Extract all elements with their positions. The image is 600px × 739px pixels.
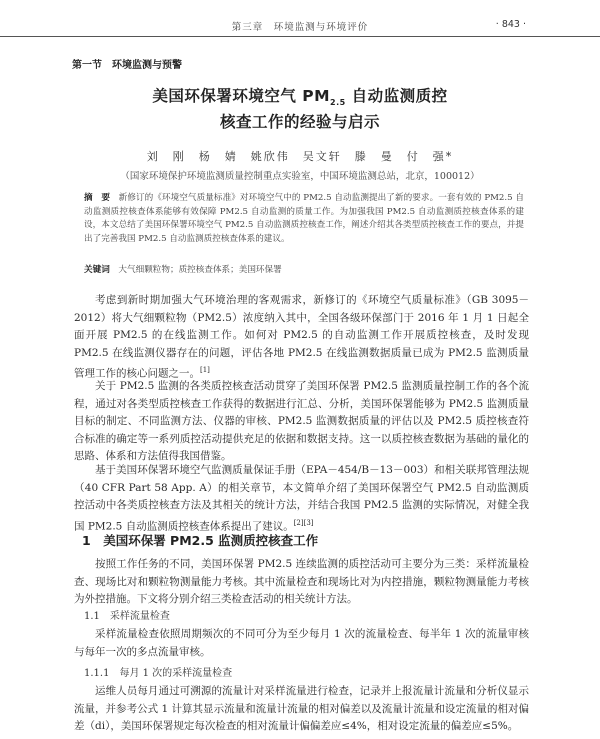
abstract (84, 192, 524, 246)
running-title: 第三章 环境监测与环境评价 (231, 22, 369, 33)
page-number: · 843 · (495, 19, 526, 30)
paragraph-2: 关于 PM2.5 监测的各类质控核查活动贯穿了美国环保署 PM2.5 监测质量控制工作的各个流程，通过对各类型质控核查工作获得的数据进行汇总、分析，美国环保署能够为 PM2.5 监测质量目标的制定、不同监测方法、仪器的审核、PM2.5 监测数据质量的评估以及 PM2.5 质控核查符合标准的确定等一系列质控活动提供充足的依据和数据支持。这一以质控核查数据为基础的量化的思路、体系和方法值得我国借鉴。 (74, 380, 529, 463)
paragraph-intro-text: 考虑到新时期加强大气环境治理的客观需求，新修订的《环境空气质量标准》（GB 3095－2012）将大气细颗粒物（PM2.5）浓度纳入其中，全国各级环保部门于 2016 年 1 月 1 日起全面开展 PM2.5 的在线监测工作。如何对 PM2.5 的自动监测工作开展质控核查，及时发现 PM2.5 在线监测仪器存在的问题，评估各地 PM2.5 在线监测数据质量已成为 PM2.5 监测质量管理工作的核心问题之一。 (74, 294, 529, 380)
article-title-line-1 (0, 84, 600, 107)
paragraph-4: 按照工作任务的不同，美国环保署 PM2.5 连续监测的质控活动可主要分为三类：采样流量检查、现场比对和颗粒物测量能力考核。其中流量检查和现场比对为内控措施，颗粒物测量能力考核为外控措施。下文将分别介绍三类检查活动的相关统计方法。 (74, 558, 529, 606)
keywords (84, 264, 524, 278)
article-title-line-2: 核查工作的经验与启示 (219, 113, 380, 131)
paragraph-intro (74, 292, 529, 383)
section-label: 第一节 环境监测与预警 (72, 60, 182, 71)
authors: 刘 刚 杨 婧 姚欣伟 吴文轩 滕 曼 付 强* (146, 150, 454, 163)
citation-1: [1] (200, 366, 210, 375)
paragraph-3 (74, 462, 529, 536)
paragraph-6: 运维人员每月通过可溯源的流量计对采样流量进行检查，记录并上报流量计流量和分析仪显示流量，并参考公式 1 计算其显示流量和流量计流量的相对偏差以及流量计流量和设定流量的相对偏差（di），美国环保署规定每次检查的相对流量计偏偏差应≤4%，相对设定流量的偏差应≤5%。 (74, 685, 529, 733)
paragraph-5: 采样流量检查依照周期频次的不同可分为至少每月 1 次的流量检查、每半年 1 次的流量审核与每年一次的多点流量审核。 (74, 628, 529, 658)
citation-3: [3] (303, 518, 314, 527)
running-header (0, 16, 600, 37)
title-part-a: 美国环保署环境空气 PM (152, 87, 331, 105)
keywords-label: 关键词 (84, 265, 110, 275)
abstract-text: 新修订的《环境空气质量标准》对环境空气中的 PM2.5 自动监测提出了新的要求。一套有效的 PM2.5 自动监测质控核查体系能够有效保障 PM2.5 自动监测的质量工作。为加强我国 PM2.5 自动监测质控核查体系的建设，本文总结了美国环保署环境空气 PM2.5 自动监测质控核查工作，阐述介绍其各类型质控核查工作的要点，并提出了完善我国 PM2.5 自动监测质控核查体系的建议。 (84, 193, 524, 244)
abstract-label: 摘 要 (84, 193, 110, 203)
heading-1-1-1: 1.1.1 每月 1 次的采样流量检查 (84, 668, 233, 679)
affiliation: （国家环境保护环境监测质量控制重点实验室，中国环境监测总站，北京，100012） (120, 171, 480, 182)
title-subscript: 2.5 (330, 98, 346, 108)
heading-1-1: 1.1 采样流量检查 (84, 611, 170, 622)
keywords-text: 大气细颗粒物；质控核查体系；美国环保署 (118, 265, 282, 275)
citation-2: [2] (293, 518, 304, 527)
title-part-b: 自动监测质控 (345, 87, 448, 105)
heading-section-1: 1 美国环保署 PM2.5 监测质控核查工作 (82, 533, 319, 548)
paragraph-3-text: 基于美国环保署环境空气监测质量保证手册（EPA－454/B－13－003）和相关联邦管理法规（40 CFR Part 58 App. A）的相关章节，本文简单介绍了美国环保署空气 PM2.5 自动监测质控活动中各类质控核查方法及其相关的统计方法，并结合我国 PM2.5 监测的实际情况，对健全我国 PM2.5 自动监测质控核查体系提出了建议。 (74, 464, 529, 533)
